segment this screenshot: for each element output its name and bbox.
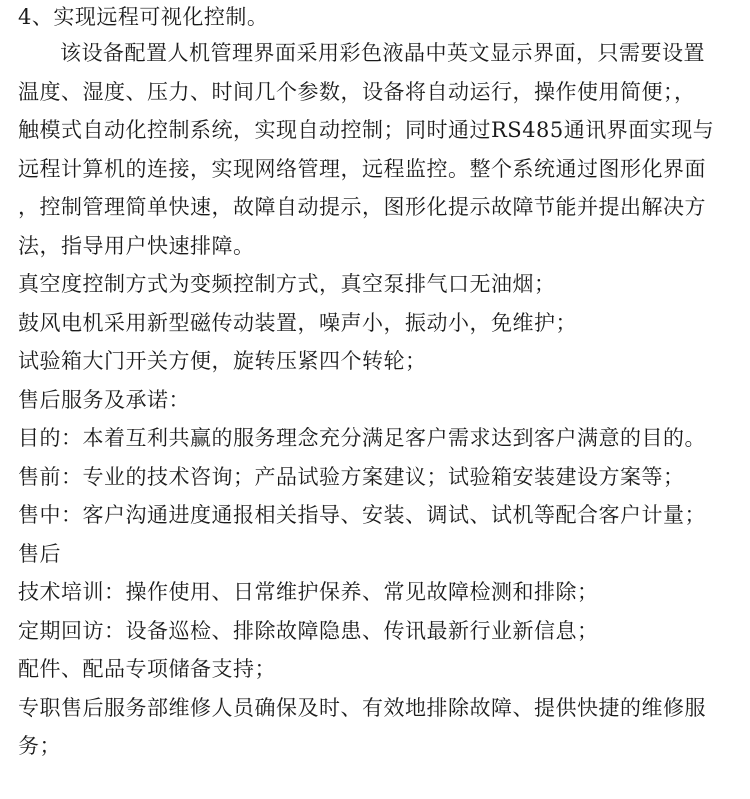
service-item: 务；	[18, 734, 61, 758]
feature-line: 真空度控制方式为变频控制方式，真空泵排气口无油烟；	[18, 272, 556, 296]
feature-line: 试验箱大门开关方便，旋转压紧四个转轮；	[18, 349, 427, 373]
paragraph-line: ，控制管理简单快速，故障自动提示，图形化提示故障节能并提出解决方	[18, 195, 706, 219]
paragraph-line: 温度、湿度、压力、时间几个参数，设备将自动运行，操作使用简便；，	[18, 79, 696, 104]
service-after-sale: 售后	[18, 541, 61, 566]
feature-line: 鼓风电机采用新型磁传动装置，噪声小，振动小，免维护；	[18, 310, 577, 335]
paragraph-line: 该设备配置人机管理界面采用彩色液晶中英文显示界面，只需要设置	[60, 41, 705, 65]
service-title: 售后服务及承诺：	[18, 387, 190, 412]
service-in-sale: 售中：客户沟通进度通报相关指导、安装、调试、试机等配合客户计量；	[18, 503, 706, 527]
paragraph-line: 法，指导用户快速排障。	[18, 233, 255, 258]
service-item: 专职售后服务部维修人员确保及时、有效地排除故障、提供快捷的维修服	[18, 695, 706, 720]
service-goal: 目的：本着互利共赢的服务理念充分满足客户需求达到客户满意的目的。	[18, 426, 706, 450]
section-heading: 4、实现远程可视化控制。	[18, 5, 269, 29]
paragraph-line: 触模式自动化控制系统，实现自动控制；同时通过RS485通讯界面实现与	[18, 118, 715, 142]
service-item: 技术培训：操作使用、日常维护保养、常见故障检测和排除；	[18, 580, 599, 604]
document-body	[18, 0, 746, 766]
service-pre-sale: 售前：专业的技术咨询；产品试验方案建议；试验箱安装建设方案等；	[18, 464, 685, 489]
service-item: 配件、配品专项储备支持；	[18, 657, 276, 681]
paragraph-line: 远程计算机的连接，实现网络管理，远程监控。整个系统通过图形化界面	[18, 156, 706, 181]
service-item: 定期回访：设备巡检、排除故障隐患、传讯最新行业新信息；	[18, 618, 599, 643]
